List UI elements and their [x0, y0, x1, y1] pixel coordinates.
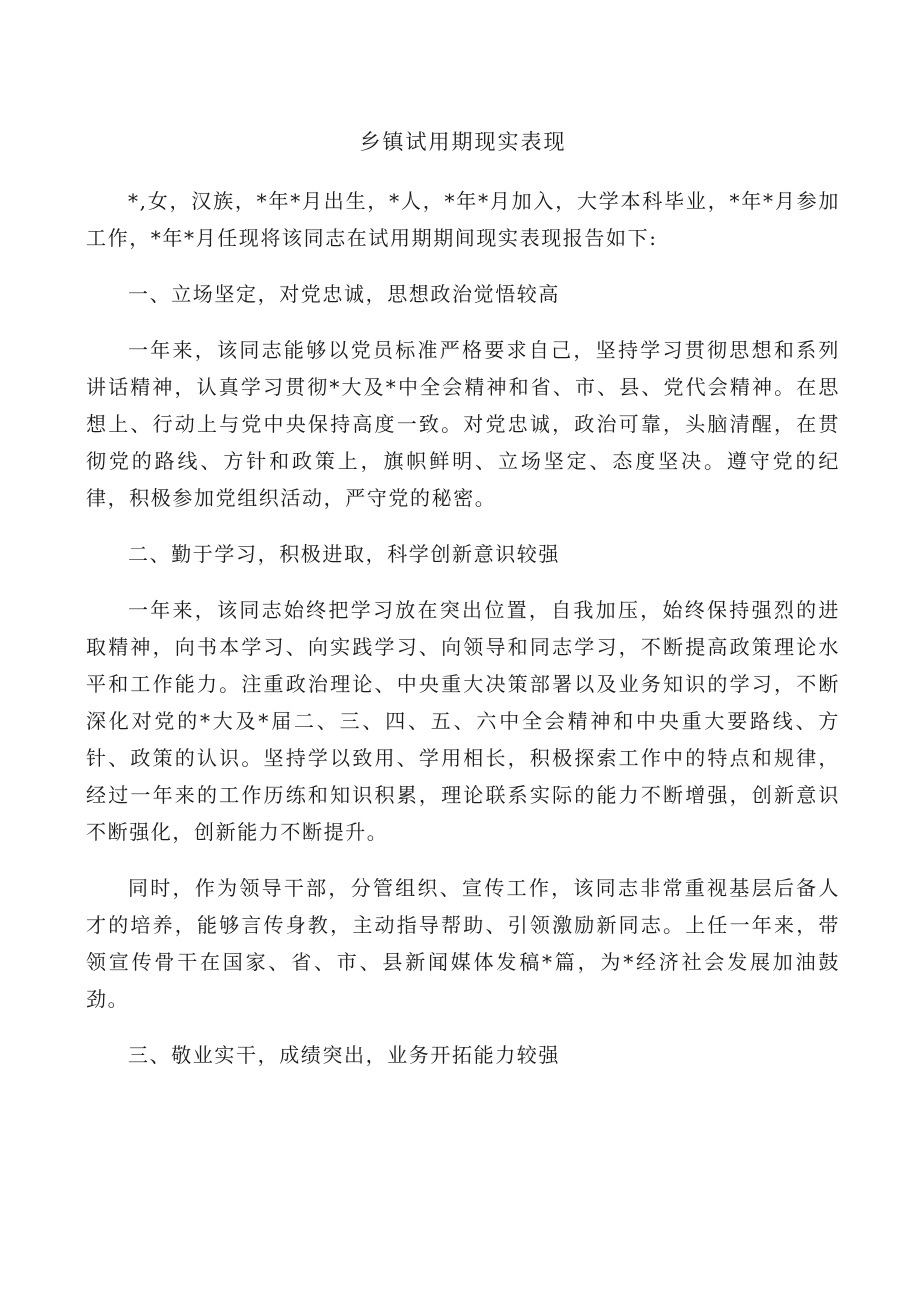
section-3-heading: 三、敬业实干，成绩突出，业务开拓能力较强 [128, 1043, 560, 1067]
section-2-paragraph-1: 一年来，该同志始终把学习放在突出位置，自我加压，始终保持强烈的进取精神，向书本学习、向实践学习、向领导和同志学习，不断提高政策理论水平和工作能力。注重政治理论、中央重大决策部署以及业务知识的学习，不断深化对党的*大及*届二、三、四、五、六中全会精神和中央重大要路线、方针、政策的认识。坚持学以致用、学用相长，积极探索工作中的特点和规律，经过一年来的工作历练和知识积累，理论联系实际的能力不断增强，创新意识不断强化，创新能力不断提升。 [86, 598, 840, 844]
intro-paragraph: *,女，汉族，*年*月出生，*人，*年*月加入，大学本科毕业，*年*月参加工作，*年*月任现将该同志在试用期期间现实表现报告如下: [86, 189, 840, 250]
section-2-paragraph-2: 同时，作为领导干部，分管组织、宣传工作，该同志非常重视基层后备人才的培养，能够言传身教，主动指导帮助、引领激励新同志。上任一年来，带领宣传骨干在国家、省、市、县新闻媒体发稿*篇，为*经济社会发展加油鼓劲。 [86, 876, 840, 1011]
section-1-paragraph-1: 一年来，该同志能够以党员标准严格要求自己，坚持学习贯彻思想和系列讲话精神，认真学习贯彻*大及*中全会精神和省、市、县、党代会精神。在思想上、行动上与党中央保持高度一致。对党忠诚，政治可靠，头脑清醒，在贯彻党的路线、方针和政策上，旗帜鲜明、立场坚定、态度坚决。遵守党的纪律，积极参加党组织活动，严守党的秘密。 [86, 338, 840, 510]
document-title: 乡镇试用期现实表现 [359, 130, 567, 154]
section-2-heading: 二、勤于学习，积极进取，科学创新意识较强 [128, 542, 560, 566]
section-1-heading: 一、立场坚定，对党忠诚，思想政治觉悟较高 [128, 282, 560, 306]
